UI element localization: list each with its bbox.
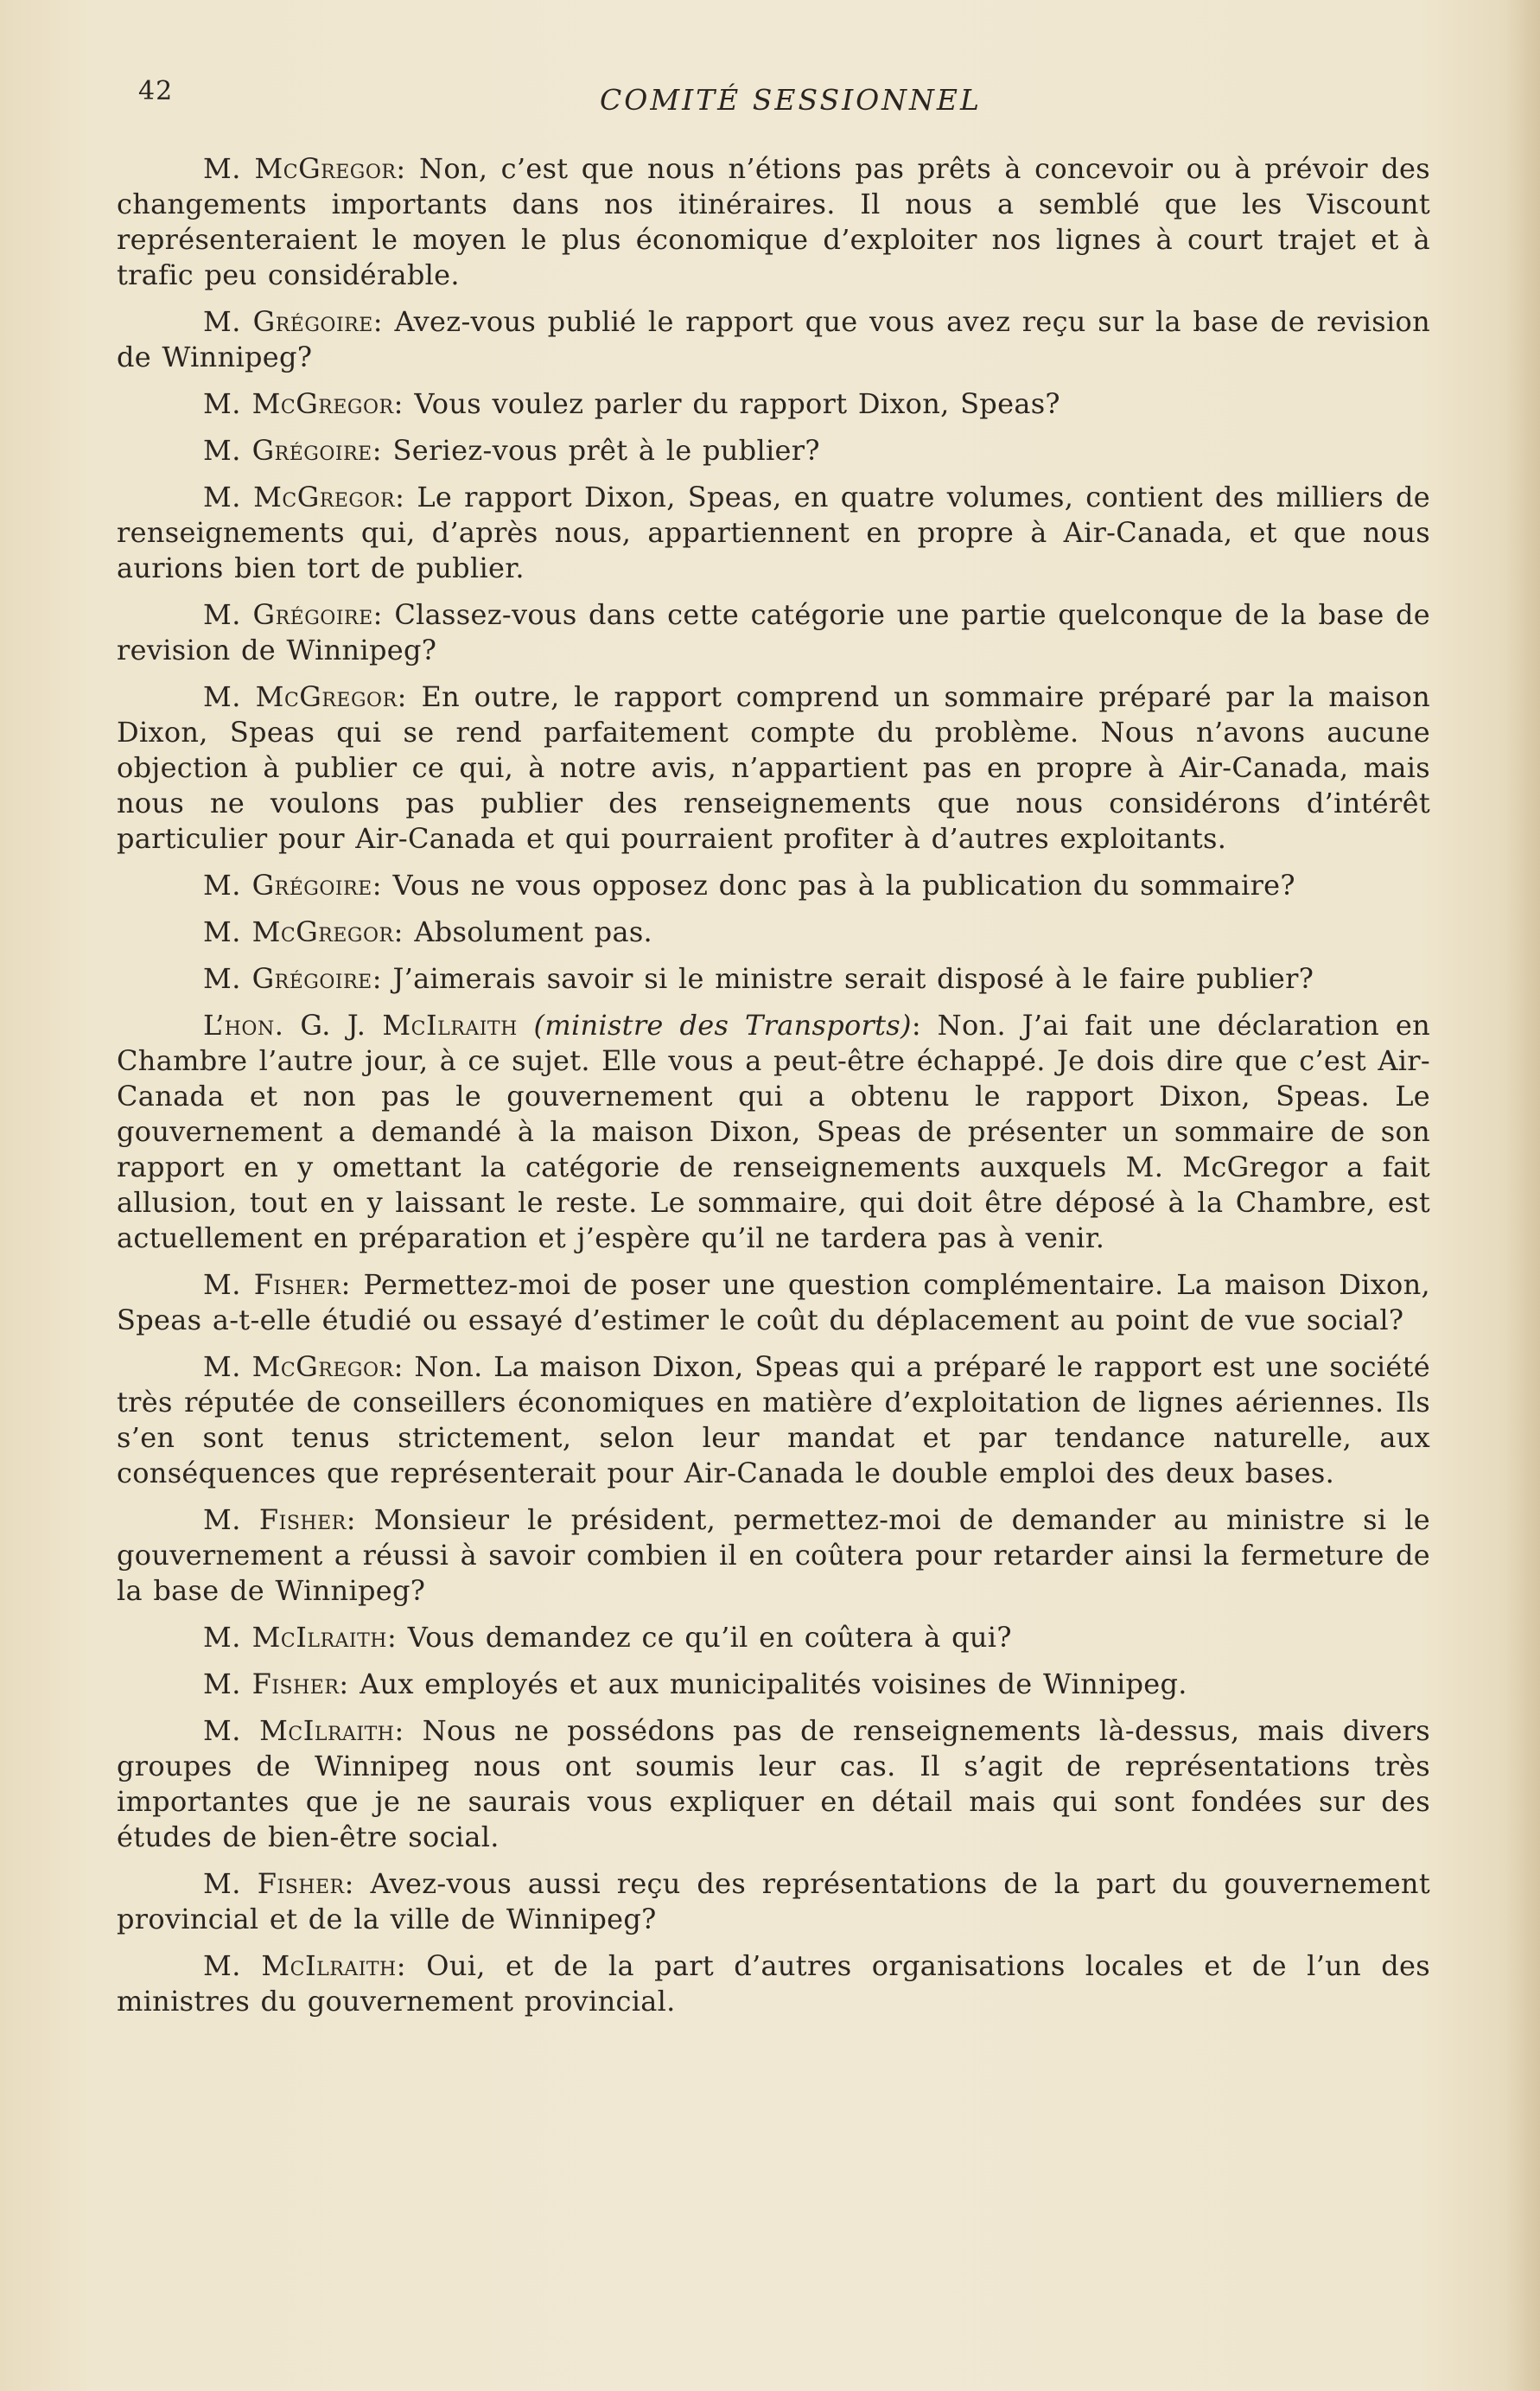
speaker-name: M. McGregor:: [203, 915, 404, 948]
speaker-name: M. McIlraith:: [203, 1714, 404, 1747]
paragraph-text: Monsieur le président, permettez-moi de demander au ministre si le gouvernement a réussi à savoir combien il en coûtera pour retarder ainsi la fermeture de la base de Winnipeg?: [117, 1503, 1430, 1607]
paragraph: [117, 1866, 1430, 1937]
paragraph: [117, 386, 1430, 422]
paragraph-text: Nous ne possédons pas de renseignements là-dessus, mais divers groupes de Winnipeg nous ont soumis leur cas. Il s’agit de représentations très importantes que je ne saurais vous expliquer en détail mais qui sont fondées sur des études de bien-être social.: [117, 1714, 1430, 1853]
speaker-name: M. Fisher:: [203, 1268, 351, 1301]
paragraph: [117, 433, 1430, 469]
paragraph-text: Non. La maison Dixon, Speas qui a préparé le rapport est une société très réputée de conseillers économiques en matière d’exploitation de lignes aériennes. Ils s’en sont tenus strictement, selon leur mandat et par tendance naturelle, aux conséquences que représenterait pour Air-Canada le double emploi des deux bases.: [117, 1350, 1430, 1489]
speaker-name: M. McGregor:: [203, 481, 405, 513]
paragraph: [117, 1948, 1430, 2019]
paragraph: [117, 304, 1430, 375]
speaker-name: M. Grégoire:: [203, 869, 383, 902]
paragraph: [117, 868, 1430, 903]
transcript-body: [117, 151, 1430, 2031]
paragraph-text: Vous ne vous opposez donc pas à la publication du sommaire?: [382, 869, 1295, 902]
speaker-name: L’hon. G. J. McIlraith: [203, 1009, 518, 1042]
paragraph: [117, 1008, 1430, 1256]
paragraph-text: : Non. J’ai fait une déclaration en Chambre l’autre jour, à ce sujet. Elle vous a peut-être échappé. Je dois dire que c’est Air-Canada et non pas le gouvernement qui a obtenu le rapport Dixon, Speas. Le gouvernement a demandé à la maison Dixon, Speas de présenter un sommaire de son rapport en y omettant la catégorie de renseignements auxquels M. McGregor a fait allusion, tout en y laissant le reste. Le sommaire, qui doit être déposé à la Chambre, est actuellement en préparation et j’espère qu’il ne tardera pas à venir.: [117, 1009, 1431, 1254]
paragraph: [117, 1713, 1430, 1855]
speaker-name: M. Fisher:: [203, 1667, 349, 1700]
speaker-name: M. McIlraith:: [203, 1949, 407, 1982]
paragraph-text: Oui, et de la part d’autres organisations locales et de l’un des ministres du gouvernement provincial.: [117, 1949, 1430, 2018]
speaker-name: M. McIlraith:: [203, 1621, 398, 1654]
speaker-name: M. Fisher:: [203, 1867, 354, 1900]
speaker-name: M. Grégoire:: [203, 434, 383, 467]
speaker-name: M. Grégoire:: [203, 598, 383, 631]
paragraph: [117, 679, 1430, 857]
speaker-name: M. McGregor:: [203, 387, 404, 420]
speaker-name: M. Fisher:: [203, 1503, 356, 1536]
paragraph: [117, 1620, 1430, 1655]
speaker-name: M. McGregor:: [203, 680, 407, 713]
paragraph: [117, 151, 1430, 293]
paragraph: [117, 597, 1430, 668]
page-edge-shadow: [1505, 0, 1540, 2391]
page-header: [138, 76, 1443, 128]
speaker-name: M. McGregor:: [203, 1350, 404, 1383]
speaker-name: M. McGregor:: [203, 152, 406, 185]
speaker-name: M. Grégoire:: [203, 305, 384, 338]
paragraph: [117, 1667, 1430, 1702]
paragraph-text: Classez-vous dans cette catégorie une partie quelconque de la base de revision de Winnipeg?: [117, 598, 1430, 666]
paragraph-text: J’aimerais savoir si le ministre serait disposé à le faire publier?: [382, 962, 1314, 995]
paragraph-text: Le rapport Dixon, Speas, en quatre volumes, contient des milliers de renseignements qui, d’après nous, appartiennent en propre à Air-Canada, et que nous aurions bien tort de publier.: [117, 481, 1430, 584]
paragraph-text: En outre, le rapport comprend un sommaire préparé par la maison Dixon, Speas qui se rend parfaitement compte du problème. Nous n’avons aucune objection à publier ce qui, à notre avis, n’appartient pas en propre à Air-Canada, mais nous ne voulons pas publier des renseignements que nous considérons d’intérêt particulier pour Air-Canada et qui pourraient profiter à d’autres exploitants.: [117, 680, 1431, 855]
paragraph: [117, 961, 1430, 997]
paragraph-text: Permettez-moi de poser une question complémentaire. La maison Dixon, Speas a-t-elle étudié ou essayé d’estimer le coût du déplacement au point de vue social?: [117, 1268, 1431, 1336]
speaker-role: (ministre des Transports): [533, 1009, 912, 1042]
paragraph: [117, 915, 1430, 950]
paragraph: [117, 480, 1430, 586]
running-head: COMITÉ SESSIONNEL: [600, 83, 982, 117]
paragraph: [117, 1349, 1430, 1491]
paragraph-text: Non, c’est que nous n’étions pas prêts à concevoir ou à prévoir des changements importants dans nos itinéraires. Il nous a semblé que les Viscount représenteraient le moyen le plus économique d’exploiter nos lignes à court trajet et à trafic peu considérable.: [117, 152, 1430, 291]
paragraph: [117, 1267, 1430, 1338]
paragraph-text: Seriez-vous prêt à le publier?: [382, 434, 820, 467]
paragraph-text: Absolument pas.: [403, 915, 653, 948]
speaker-name: M. Grégoire:: [203, 962, 383, 995]
paragraph: [117, 1502, 1430, 1609]
paragraph-text: Avez-vous publié le rapport que vous avez reçu sur la base de revision de Winnipeg?: [117, 305, 1430, 373]
paragraph-text: Vous demandez ce qu’il en coûtera à qui?: [397, 1621, 1012, 1654]
paragraph-text: Vous voulez parler du rapport Dixon, Speas?: [403, 387, 1060, 420]
paragraph-text: Avez-vous aussi reçu des représentations de la part du gouvernement provincial et de la ville de Winnipeg?: [117, 1867, 1430, 1935]
paragraph-text: Aux employés et aux municipalités voisines de Winnipeg.: [348, 1667, 1187, 1700]
page-number: 42: [138, 76, 174, 106]
